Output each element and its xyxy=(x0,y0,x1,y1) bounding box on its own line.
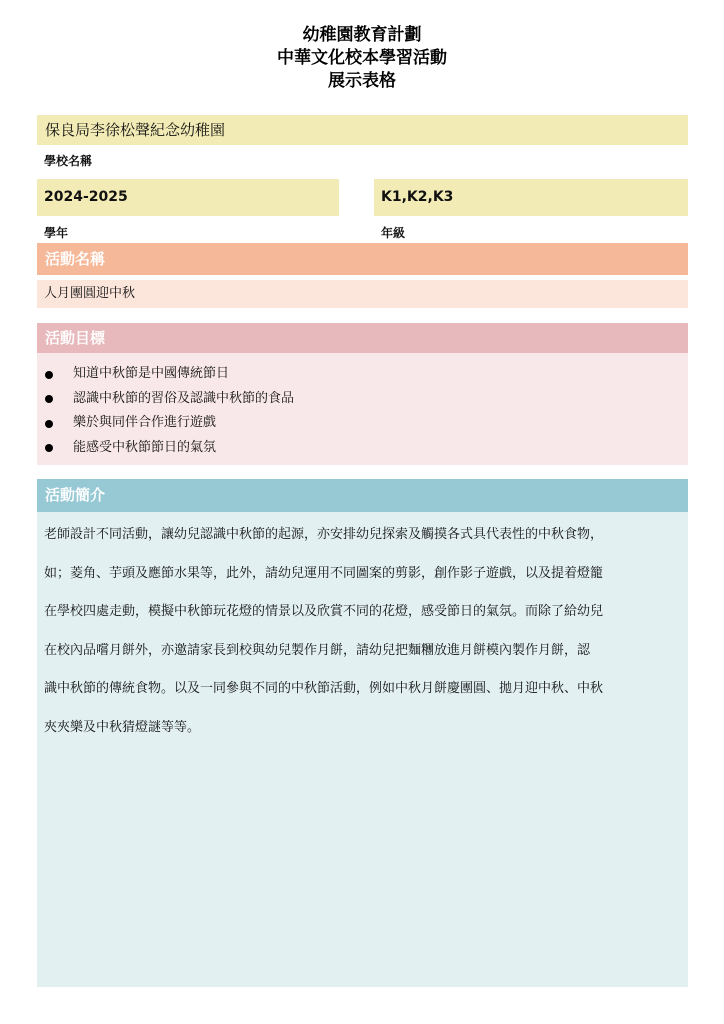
document-title xyxy=(0,24,724,93)
objective-item xyxy=(37,387,294,412)
title-line-1: 幼稚園教育計劃 xyxy=(302,25,422,45)
title-line-3: 展示表格 xyxy=(328,71,396,91)
introduction-line: 老師設計不同活動，讓幼兒認識中秋節的起源，亦安排幼兒探索及觸摸各式具代表性的中秋食物， xyxy=(44,527,604,542)
school-name-field: 保良局李徐松聲紀念幼稚園 xyxy=(37,115,688,145)
bullet-icon xyxy=(45,395,53,403)
grade-field: K1,K2,K3 xyxy=(374,179,688,216)
academic-year-field: 2024-2025 xyxy=(37,179,339,216)
activity-name-heading: 活動名稱 xyxy=(37,243,688,275)
objectives-list xyxy=(37,362,294,460)
introduction-line: 在學校四處走動，模擬中秋節玩花燈的情景以及欣賞不同的花燈，感受節日的氣氛。而除了給幼兒 xyxy=(44,604,604,619)
bullet-icon xyxy=(45,420,53,428)
activity-name-field: 人月團圓迎中秋 xyxy=(37,280,688,308)
bullet-icon xyxy=(45,444,53,452)
introduction-line: 在校內品嚐月餅外，亦邀請家長到校與幼兒製作月餅，請幼兒把麵糰放進月餅模內製作月餅，認 xyxy=(44,642,591,658)
objective-text: 能感受中秋節節日的氣氛 xyxy=(73,439,217,455)
introduction-heading: 活動簡介 xyxy=(37,479,688,512)
bullet-icon xyxy=(45,371,53,379)
introduction-text xyxy=(44,516,684,747)
objective-item xyxy=(37,411,294,436)
objective-text: 樂於與同伴合作進行遊戲 xyxy=(73,415,217,430)
title-line-2: 中華文化校本學習活動 xyxy=(277,48,447,68)
introduction-line: 如；菱角、芋頭及應節水果等，此外，請幼兒運用不同圖案的剪影，創作影子遊戲，以及提着燈籠 xyxy=(44,565,604,581)
objective-item xyxy=(37,362,294,387)
school-name-label: 學校名稱 xyxy=(44,154,93,168)
objective-text: 認識中秋節的習俗及認識中秋節的食品 xyxy=(73,390,295,406)
objectives-heading: 活動目標 xyxy=(37,323,688,353)
objective-item xyxy=(37,436,294,461)
introduction-line: 識中秋節的傳統食物。以及一同參與不同的中秋節活動，例如中秋月餅慶團圓、拋月迎中秋、中秋 xyxy=(44,681,604,696)
introduction-line: 夾夾樂及中秋猜燈謎等等。 xyxy=(44,719,201,735)
objectives-panel xyxy=(37,353,688,465)
grade-label: 年級 xyxy=(381,226,406,240)
introduction-panel xyxy=(37,512,688,987)
academic-year-label: 學年 xyxy=(44,226,69,240)
objective-text: 知道中秋節是中國傳統節日 xyxy=(73,366,230,381)
